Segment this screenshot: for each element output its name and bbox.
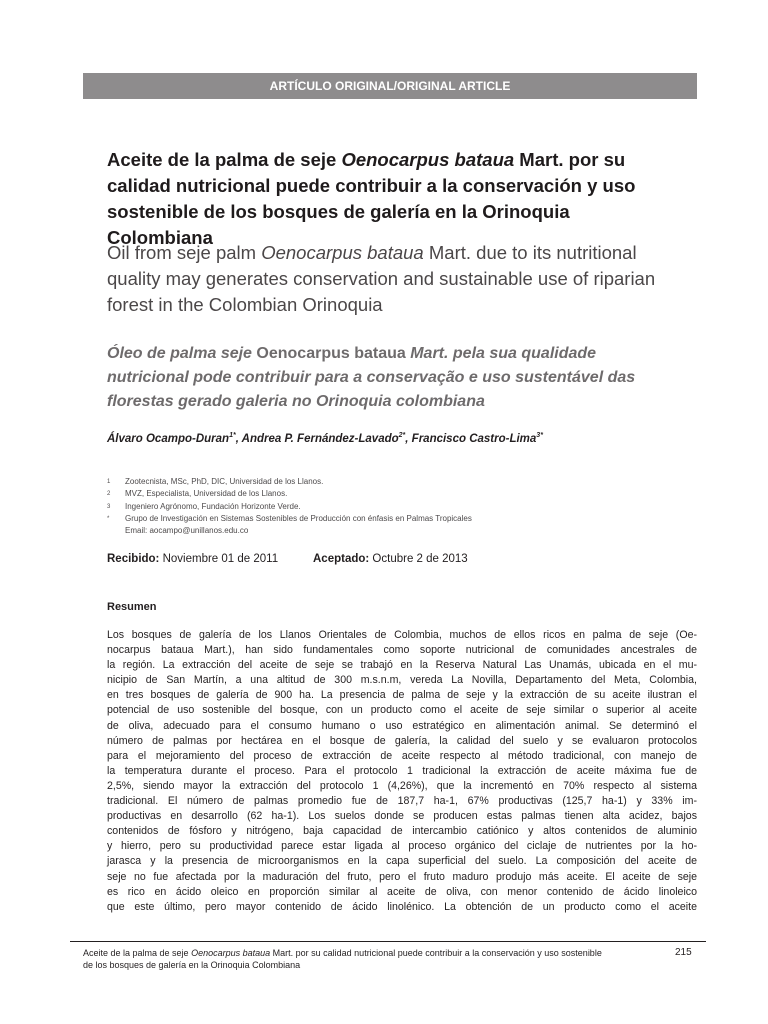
affiliation-marker: 3 <box>107 503 111 510</box>
affiliation-text: Ingeniero Agrónomo, Fundación Horizonte Verde. <box>125 501 301 511</box>
abstract-line: Los bosques de galería de los Llanos Orientales de Colombia, muchos de ellos ricos en palma de seje (Oe- <box>107 629 697 641</box>
title-pt-line3: florestas gerado galeria no Orinoquia colombiana <box>107 393 485 410</box>
title-pt-part2: Mart. pela sua qualidade <box>405 345 597 362</box>
affiliation-text: Grupo de Investigación en Sistemas Sostenibles de Producción con énfasis en Palmas Tropicales <box>125 513 472 523</box>
title-english <box>107 240 667 318</box>
author-list: Álvaro Ocampo-Duran$^{1*}$, Andrea P. Fernández-Lavado$^{2*}$, Francisco Castro-Lima$^{3*}$ <box>107 432 543 445</box>
abstract-line: productivas en desarrollo (62 ha-1). Los suelos donde se producen estas palmas tienen alta acidez, bajos <box>107 810 697 823</box>
affiliation-email[interactable]: Email: aocampo@unillanos.edu.co <box>125 526 249 536</box>
affiliation-item <box>107 476 607 488</box>
abstract-line: para el mejoramiento del proceso de extracción de aceite respecto al método tradicional, con manejo de <box>107 749 697 762</box>
affiliation-text: MVZ, Especialista, Universidad de los Llanos. <box>125 489 288 499</box>
affiliation-marker: 2 <box>107 491 111 498</box>
received-label: Recibido: <box>107 553 160 565</box>
author-name: Francisco Castro-Lima <box>411 432 537 445</box>
abstract-heading: Resumen <box>107 601 157 613</box>
title-en-species: Oenocarpus bataua <box>261 242 424 263</box>
affiliation-item <box>107 501 607 513</box>
abstract-line: la región. La extracción del aceite de seje se trabajó en la Reserva Natural Las Unamás, ubicada en el mu- <box>107 659 697 672</box>
footer-species: Oenocarpus bataua <box>191 948 271 958</box>
footer-part2: Mart. por su calidad nutricional puede contribuir a la conservación y uso sostenible <box>270 948 602 958</box>
page-number: 215 <box>675 947 692 958</box>
title-pt-line2: nutricional pode contribuir para a conservação e uso sustentável das <box>107 369 636 386</box>
footer-line2: de los bosques de galería en la Orinoquia Colombiana <box>83 960 301 970</box>
abstract-line: tradicional. El número de palmas promedio fue de 187,7 ha-1, 67% productivas (125,7 ha-1) y 33% im- <box>107 795 697 808</box>
author-superscript: 1* <box>229 432 236 439</box>
article-type-banner: ARTÍCULO ORIGINAL/ORIGINAL ARTICLE <box>83 73 697 99</box>
affiliation-text: Zootecnista, MSc, PhD, DIC, Universidad de los Llanos. <box>125 477 324 486</box>
title-en-line2: quality may generates conservation and sustainable use of riparian <box>107 268 656 289</box>
title-es-part1: Aceite de la palma de seje <box>107 149 342 170</box>
title-pt-part1: Óleo de palma seje <box>107 345 257 362</box>
author-name: Andrea P. Fernández-Lavado <box>241 432 399 445</box>
author-superscript: 2* <box>398 432 406 439</box>
accepted-label: Aceptado: <box>313 553 370 565</box>
abstract-line: 2,5%, siendo mayor la extracción del protocolo 1 (4,26%), que la incrementó en 70% respecto al sistema <box>107 779 697 792</box>
abstract-line: de oliva, adecuado para el consumo humano o uso estratégico en alimentación animal. Se determinó el <box>107 719 697 732</box>
title-es-species: Oenocarpus bataua <box>341 149 515 170</box>
submission-dates <box>107 553 468 565</box>
title-es-line2: calidad nutricional puede contribuir a la conservación y uso <box>107 175 636 196</box>
running-footer <box>83 947 663 971</box>
abstract-line: potencial de uso sostenible del bosque, con un producto como el aceite de seje similar o superior al aceite <box>107 704 697 717</box>
title-es-part2: Mart. por su <box>514 149 626 170</box>
abstract-line: en tres bosques de galería de 900 ha. La presencia de palma de seje y la extracción de su aceite ilustran el <box>107 689 697 702</box>
abstract-line: que este último, pero mayor contenido de ácido linolénico. La obtención de un producto como el aceite <box>107 900 697 913</box>
abstract-line: jarasca y la presencia de microorganismos en la capa superficial del suelo. La composición del aceite de <box>107 855 697 868</box>
author-superscript: 3* <box>536 432 543 439</box>
abstract-line: número de palmas por hectárea en el bosque de galería, la calidad del suelo y se evaluaron protocolos <box>107 734 697 747</box>
title-en-line3: forest in the Colombian Orinoquia <box>107 294 383 315</box>
affiliation-marker: 1 <box>107 479 111 485</box>
title-spanish <box>107 147 667 251</box>
abstract-line: nicipio de San Martín, a una altitud de 300 m.s.n.m, vereda La Novilla, Departamento del Meta, Colombia, <box>107 674 697 687</box>
abstract-body <box>107 628 697 915</box>
affiliation-item <box>107 525 607 537</box>
title-pt-species: Oenocarpus bataua <box>256 345 406 362</box>
author-name: Álvaro Ocampo-Duran <box>107 432 230 445</box>
footer-part1: Aceite de la palma de seje <box>83 948 192 958</box>
received-date: Noviembre 01 de 2011 <box>159 553 279 565</box>
abstract-line: es rico en ácido oleico en proporción similar al aceite de oliva, con menor contenido de ácido linoleico <box>107 885 697 898</box>
abstract-line: seje no fue afectada por la maduración del fruto, pero el fruto maduro produjo más aceite. El aceite de seje <box>107 870 697 883</box>
title-es-line3: sostenible de los bosques de galería en la Orinoquia Colombiana <box>107 201 570 248</box>
abstract-line: y hierro, pero su productividad parece estar ligada al proceso orgánico del ciclaje de nutrientes por la ho- <box>107 840 697 853</box>
affiliation-marker <box>107 525 125 537</box>
abstract-line: contenidos de fósforo y nitrógeno, baja capacidad de intercambio catiónico y altos contenidos de aluminio <box>107 825 697 838</box>
title-portuguese <box>107 342 667 414</box>
title-en-part2: Mart. due to its nutritional <box>423 242 637 263</box>
abstract-line: la temperatura durante el proceso. Para el protocolo 1 tradicional la extracción de aceite máxima fue de <box>107 764 697 777</box>
footer-divider <box>70 941 706 942</box>
accepted-date: Octubre 2 de 2013 <box>369 553 468 565</box>
title-en-part1: Oil from seje palm <box>107 242 262 263</box>
affiliation-item <box>107 488 607 500</box>
affiliation-item <box>107 513 607 525</box>
abstract-line: nocarpus bataua Mart.), han sido fundamentales como soporte nutricional de comunidades ancestrales de <box>107 644 697 657</box>
affiliations <box>107 476 607 537</box>
affiliation-marker: * <box>107 515 110 522</box>
